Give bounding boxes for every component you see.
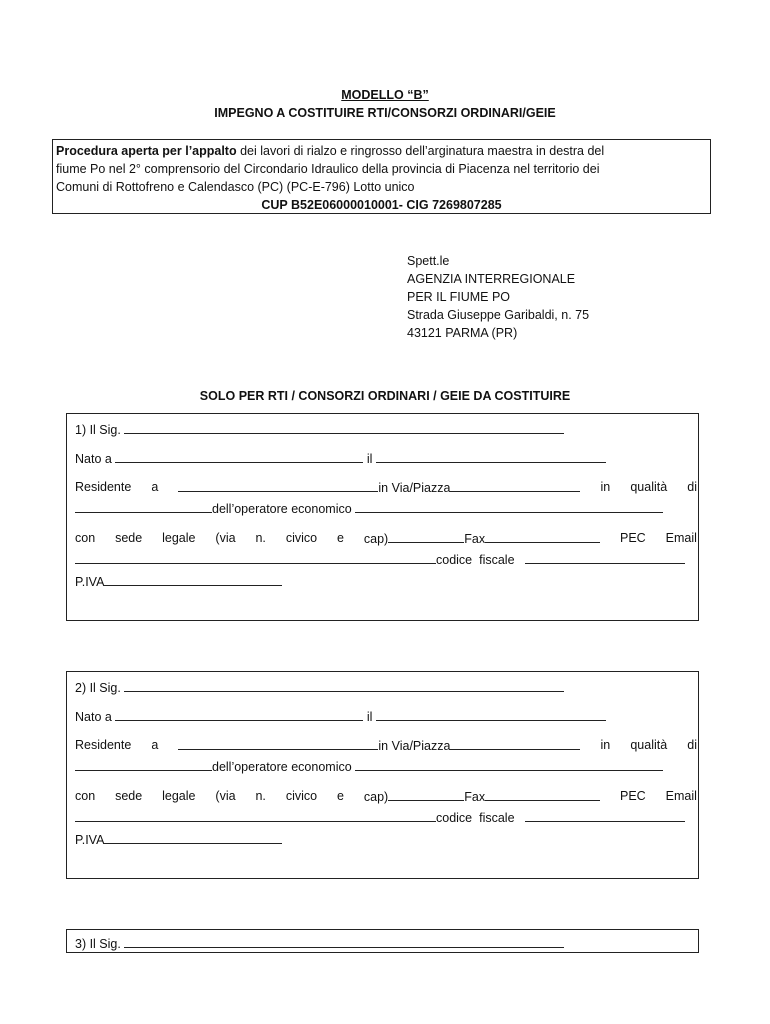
n-label: n. [255,789,266,803]
piva-label: P.IVA [75,575,105,589]
nato-a-label: Nato a [75,452,112,466]
email-label: Email [665,789,697,803]
qualita-label: qualità [630,480,668,494]
codice-label: codice [436,811,473,825]
vat-field[interactable] [104,831,282,844]
cup-cig-codes: CUP B52E06000010001- CIG 7269807285 [261,198,502,212]
codice-row [75,551,685,567]
piva-row [75,831,282,847]
procedure-lead: Procedura aperta per l’appalto [56,144,237,158]
procedure-line-1 [56,142,707,160]
legale-label: legale [162,531,196,545]
via-paren-label: (via [215,531,236,545]
recipient-line-4: Strada Giuseppe Garibaldi, n. 75 [407,308,590,322]
sede-label: sede [115,789,143,803]
operator-row [75,758,663,774]
birthplace-field[interactable] [115,708,363,721]
in-label: in [600,738,611,752]
civico-label: civico [285,789,318,803]
name-field[interactable] [124,679,564,692]
pec-label: PEC [620,789,646,803]
email-field[interactable] [75,809,436,822]
birthplace-field[interactable] [115,450,363,463]
birth-row [75,708,606,724]
name-field[interactable] [124,935,564,948]
fax-field[interactable] [485,788,600,801]
fiscale-label: fiscale [479,553,515,567]
operator-name-field[interactable] [355,500,663,513]
tax-code-field[interactable] [525,809,685,822]
recipient-address [407,252,589,342]
il-label: il [366,452,373,466]
member-name-row [75,935,564,951]
member-label: 3) Il Sig. [75,937,121,951]
in-label: in [600,480,611,494]
member-box-3 [66,929,699,953]
member-label: 2) Il Sig. [75,681,121,695]
legale-label: legale [162,789,196,803]
recipient-line-2: AGENZIA INTERREGIONALE [407,272,576,286]
pec-label: PEC [620,531,646,545]
procedure-line-2: fiume Po nel 2° comprensorio del Circondario Idraulico della provincia di Piacenza nel territorio dei [56,162,600,176]
recipient-line-5: 43121 PARMA (PR) [407,326,518,340]
n-label: n. [255,531,266,545]
member-name-row [75,679,564,695]
birthdate-field[interactable] [376,450,606,463]
fax-label: Fax [464,790,486,804]
codice-label: codice [436,553,473,567]
vat-field[interactable] [104,573,282,586]
email-field[interactable] [75,551,436,564]
residence-row [75,737,697,753]
role-field[interactable] [75,758,212,771]
via-label: in Via/Piazza [378,481,451,495]
birth-row [75,450,606,466]
operatore-label: dell’operatore economico [212,502,352,516]
operatore-label: dell’operatore economico [212,760,352,774]
fiscale-label: fiscale [479,811,515,825]
member-box-2 [66,671,699,879]
di-label: di [687,480,697,494]
il-label: il [366,710,373,724]
cap-label: cap) [363,532,389,546]
fax-field[interactable] [485,530,600,543]
cap-field[interactable] [388,788,464,801]
via-paren-label: (via [215,789,236,803]
sede-label: sede [115,531,143,545]
procedure-line-1-rest: dei lavori di rialzo e ringrosso dell’arginatura maestra in destra del [236,144,605,158]
con-label: con [75,789,96,803]
section-title: SOLO PER RTI / CONSORZI ORDINARI / GEIE DA COSTITUIRE [199,389,571,403]
piva-label: P.IVA [75,833,105,847]
member-box-1 [66,413,699,621]
di-label: di [687,738,697,752]
residence-row [75,479,697,495]
cap-field[interactable] [388,530,464,543]
member-name-row [75,421,564,437]
procedure-box [52,139,711,214]
nato-a-label: Nato a [75,710,112,724]
e-label: e [337,531,344,545]
birthdate-field[interactable] [376,708,606,721]
e-label: e [337,789,344,803]
piva-row [75,573,282,589]
tax-code-field[interactable] [525,551,685,564]
via-label: in Via/Piazza [378,739,451,753]
member-label: 1) Il Sig. [75,423,121,437]
residence-city-field[interactable] [178,737,378,750]
recipient-line-1: Spett.le [407,254,450,268]
codice-row [75,809,685,825]
a-label: a [151,738,159,752]
residente-label: Residente [75,738,132,752]
recipient-line-3: PER IL FIUME PO [407,290,511,304]
email-label: Email [665,531,697,545]
document-title: IMPEGNO A COSTITUIRE RTI/CONSORZI ORDINARI/GEIE [214,106,556,120]
sede-row [75,530,697,546]
name-field[interactable] [124,421,564,434]
a-label: a [151,480,159,494]
civico-label: civico [285,531,318,545]
fax-label: Fax [464,532,486,546]
cap-label: cap) [363,790,389,804]
street-field[interactable] [450,479,580,492]
operator-row [75,500,663,516]
residence-city-field[interactable] [178,479,378,492]
role-field[interactable] [75,500,212,513]
residente-label: Residente [75,480,132,494]
procedure-line-3: Comuni di Rottofreno e Calendasco (PC) (PC-E-796) Lotto unico [56,180,415,194]
street-field[interactable] [450,737,580,750]
qualita-label: qualità [630,738,668,752]
sede-row [75,788,697,804]
con-label: con [75,531,96,545]
model-label: MODELLO “B” [341,88,429,102]
operator-name-field[interactable] [355,758,663,771]
